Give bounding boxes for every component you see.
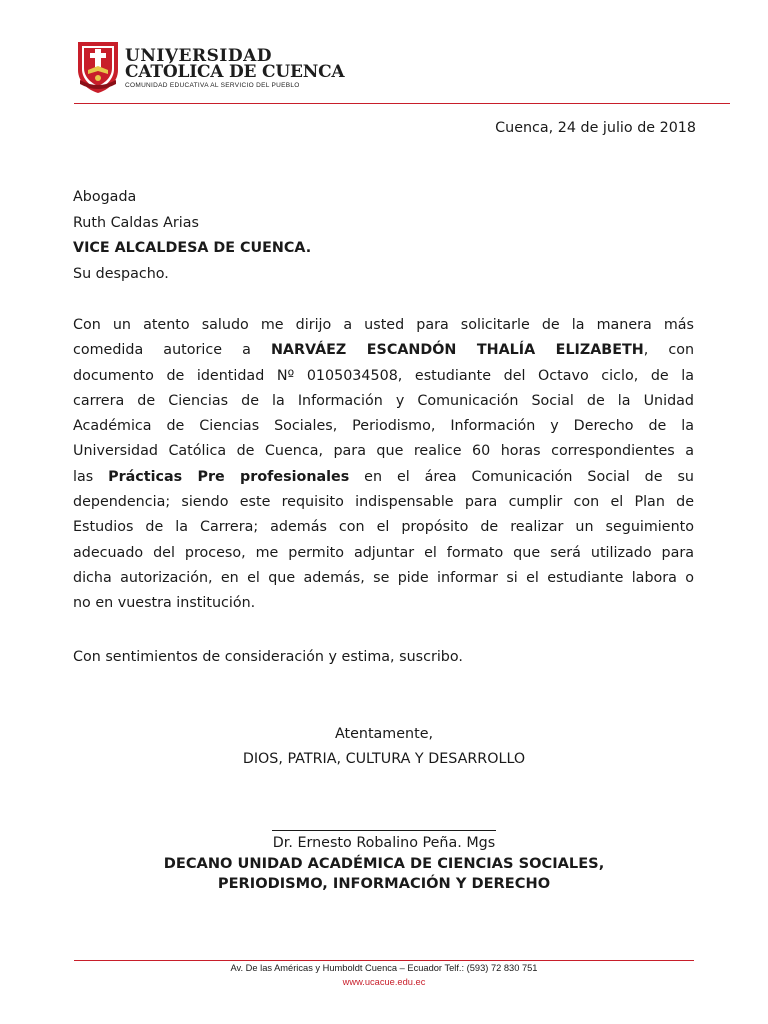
closing-sentence: Con sentimientos de consideración y estima, suscribo. bbox=[73, 649, 463, 665]
body-line: dicha autorización, en el que además, se pide informar si el estudiante labora o bbox=[73, 569, 694, 586]
body-line: carrera de Ciencias de la Información y Comunicación Social de la Unidad bbox=[73, 392, 694, 409]
body-text-segment: , con bbox=[643, 342, 695, 359]
body-line: Estudios de la Carrera; además con el propósito de realizar un seguimiento bbox=[73, 519, 694, 536]
farewell: Atentamente, bbox=[334, 726, 434, 742]
body-line: documento de identidad Nº 0105034508, estudiante del Octavo ciclo, de la bbox=[73, 367, 694, 384]
student-name: NARVÁEZ ESCANDÓN THALÍA ELIZABETH bbox=[270, 342, 644, 359]
body-text-segment: las bbox=[73, 468, 109, 485]
letter-body bbox=[73, 313, 694, 617]
recipient-office: Su despacho. bbox=[73, 266, 169, 282]
university-seal-icon bbox=[74, 40, 122, 94]
motto: DIOS, PATRIA, CULTURA Y DESARROLLO bbox=[242, 751, 526, 767]
header-divider bbox=[74, 103, 730, 104]
internship-name: Prácticas Pre profesionales bbox=[108, 468, 350, 485]
recipient-position: VICE ALCALDESA DE CUENCA. bbox=[73, 240, 312, 256]
signer-name: Dr. Ernesto Robalino Peña. Mgs bbox=[272, 835, 496, 851]
university-name-line2: CATÓLICA DE CUENCA bbox=[125, 62, 345, 82]
university-tagline: COMUNIDAD EDUCATIVA AL SERVICIO DEL PUEBLO bbox=[125, 82, 300, 89]
university-name-line1: UNIVERSIDAD bbox=[125, 46, 272, 66]
body-line: Académica de Ciencias Sociales, Periodismo, Información y Derecho de la bbox=[73, 418, 694, 435]
body-line bbox=[73, 465, 694, 490]
signature-line bbox=[272, 830, 496, 831]
footer-divider bbox=[74, 960, 694, 961]
signer-title-line1: DECANO UNIDAD ACADÉMICA DE CIENCIAS SOCIALES, bbox=[163, 855, 605, 872]
letterhead bbox=[74, 40, 734, 106]
body-line: Con un atento saludo me dirijo a usted para solicitarle de la manera más bbox=[73, 317, 694, 333]
body-line: adecuado del proceso, me permito adjuntar el formato que será utilizado para bbox=[73, 544, 694, 561]
body-text-segment: comedida autorice a bbox=[73, 342, 271, 359]
footer-website-link[interactable]: www.ucacue.edu.ec bbox=[342, 977, 426, 987]
footer-address: Av. De las Américas y Humboldt Cuenca – Ecuador Telf.: (593) 72 830 751 bbox=[230, 963, 538, 973]
signer-title-line2: PERIODISMO, INFORMACIÓN Y DERECHO bbox=[217, 875, 551, 892]
body-line bbox=[73, 338, 694, 363]
recipient-title: Abogada bbox=[73, 189, 137, 205]
letter-date: Cuenca, 24 de julio de 2018 bbox=[495, 120, 696, 136]
body-line: dependencia; siendo este requisito indispensable para cumplir con el Plan de bbox=[73, 494, 694, 511]
recipient-name: Ruth Caldas Arias bbox=[73, 215, 199, 231]
body-line: no en vuestra institución. bbox=[73, 595, 256, 612]
body-line: Universidad Católica de Cuenca, para que realice 60 horas correspondientes a bbox=[73, 443, 694, 460]
body-text-segment: en el área Comunicación Social de su bbox=[349, 468, 694, 485]
